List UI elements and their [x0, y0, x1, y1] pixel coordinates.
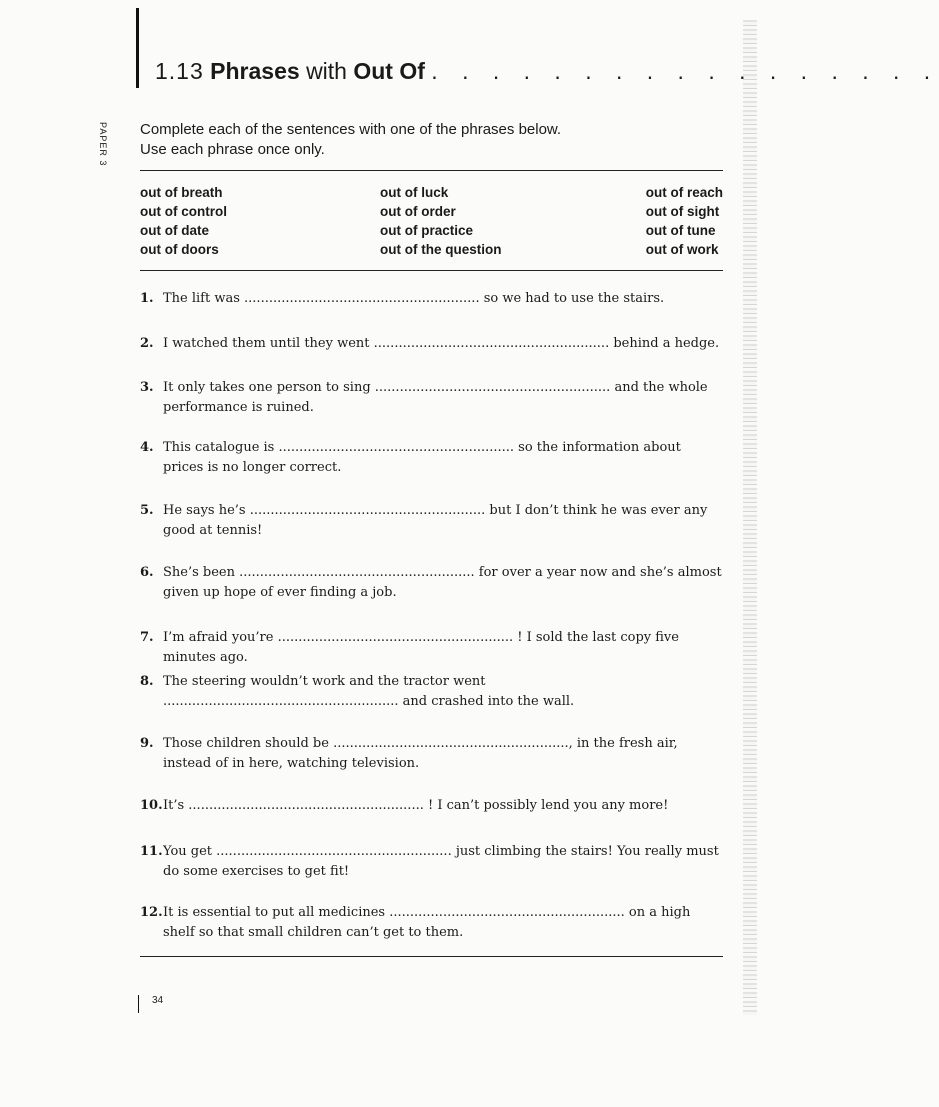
question-7 [140, 628, 725, 668]
title-bold-2: Out Of [353, 58, 425, 84]
question-text: This catalogue is ......................................................... so the information about prices is no longer correct. [163, 440, 681, 475]
question-number: 5. [140, 503, 154, 518]
title-dots: . . . . . . . . . . . . . . . . . [431, 58, 939, 84]
question-text: You get ......................................................... just climbing the stairs! You really must do some exercises to get fit! [163, 844, 719, 879]
divider-bottom [140, 956, 723, 957]
phrase-item: out of breath [140, 185, 223, 200]
phrase-item: out of luck [380, 185, 449, 200]
question-text: Those children should be ........................................................., in the fresh air, instead of in here, watching television. [163, 736, 678, 771]
phrase-column-1 [140, 183, 227, 259]
phrase-item: out of reach [645, 185, 723, 200]
question-number: 2. [140, 336, 154, 351]
question-number: 7. [140, 630, 154, 645]
phrase-item: out of date [140, 223, 209, 238]
divider-middle [140, 270, 723, 271]
question-12 [140, 903, 725, 943]
title-light: with [306, 58, 347, 84]
page-edge-shadow [743, 20, 757, 1015]
page-number-bar [138, 995, 139, 1013]
question-number: 10. [140, 798, 163, 813]
question-1 [140, 289, 725, 309]
question-number: 12. [140, 905, 163, 920]
question-10 [140, 796, 725, 816]
instructions [140, 120, 561, 160]
phrase-column-3 [646, 183, 723, 259]
question-text: I watched them until they went ......................................................... behind a hedge. [163, 336, 720, 351]
question-text: The steering wouldn’t work and the tractor went ......................................................... and crashed into the wall. [163, 674, 575, 709]
question-text: It is essential to put all medicines ......................................................... on a high shelf so that small children can’t get to them. [163, 905, 691, 940]
question-8 [140, 672, 725, 712]
question-number: 8. [140, 674, 154, 689]
phrase-item: out of practice [380, 223, 474, 238]
phrase-item: out of the question [380, 242, 502, 257]
phrase-item: out of sight [645, 204, 720, 219]
phrase-column-2 [380, 183, 501, 259]
question-number: 11. [140, 844, 163, 859]
question-text: It only takes one person to sing ......................................................... and the whole performance is ruined. [163, 380, 708, 415]
divider-top [140, 170, 723, 171]
question-text: I’m afraid you’re ......................................................... ! I sold the last copy five minutes ago. [163, 630, 679, 665]
phrase-item: out of tune [645, 223, 716, 238]
section-number: 1.13 [155, 58, 204, 84]
instruction-line-1: Complete each of the sentences with one of the phrases below. [140, 121, 562, 138]
page-title [155, 58, 939, 85]
title-bold-1: Phrases [210, 58, 300, 84]
question-number: 9. [140, 736, 154, 751]
title-bar [136, 8, 139, 88]
question-4 [140, 438, 725, 478]
phrase-item: out of work [645, 242, 719, 257]
question-text: She’s been ......................................................... for over a year now and she’s almost given up hope of ever finding a job. [163, 565, 722, 600]
phrase-item: out of doors [140, 242, 219, 257]
question-11 [140, 842, 725, 882]
question-6 [140, 563, 725, 603]
page-number: 34 [152, 995, 164, 1006]
question-number: 3. [140, 380, 154, 395]
question-2 [140, 334, 725, 354]
question-number: 1. [140, 291, 154, 306]
paper-label: PAPER 3 [98, 122, 108, 167]
question-text: He says he’s ......................................................... but I don’t think he was ever any good at tennis! [163, 503, 708, 538]
phrase-item: out of control [140, 204, 227, 219]
question-text: The lift was ......................................................... so we had to use the stairs. [163, 291, 665, 306]
question-9 [140, 734, 725, 774]
question-text: It’s ......................................................... ! I can’t possibly lend you any more! [163, 798, 669, 813]
phrase-item: out of order [380, 204, 456, 219]
question-number: 6. [140, 565, 154, 580]
question-number: 4. [140, 440, 154, 455]
question-3 [140, 378, 725, 418]
instruction-line-2: Use each phrase once only. [140, 141, 325, 158]
question-5 [140, 501, 725, 541]
